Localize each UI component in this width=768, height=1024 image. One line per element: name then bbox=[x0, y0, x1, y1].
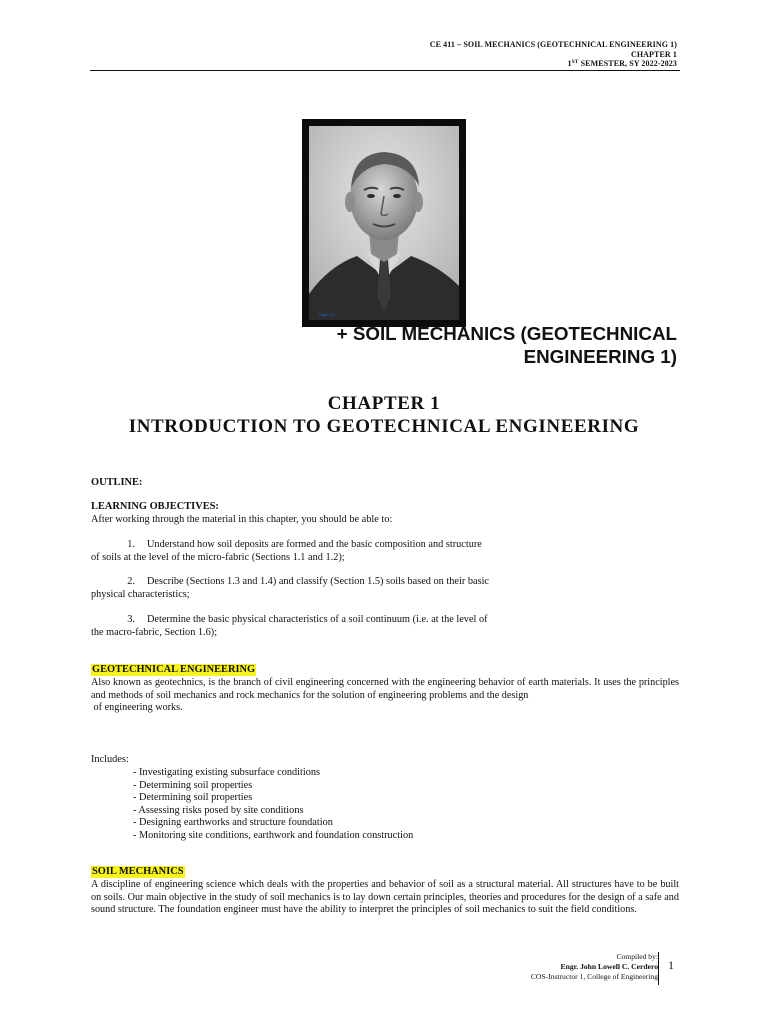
objectives-label: LEARNING OBJECTIVES: bbox=[91, 501, 219, 512]
course-title-line1: + SOIL MECHANICS (GEOTECHNICAL bbox=[336, 323, 677, 344]
soil-mechanics-paragraph: A discipline of engineering science which deals with the properties and behavior of soil as a structural material. All structures have to be built on soils. Our main objective in the study of soil mechanics is to lay down certain principles, theories and procedures for the design of a safe and sound structure. The foundation engineer must have the ability to interpret the principles of soil mechanics to suit the field conditions. bbox=[91, 879, 679, 916]
list-item: - Investigating existing subsurface conditions bbox=[133, 767, 321, 778]
header-rule bbox=[90, 70, 680, 71]
caption-label: Figure 1.1 bbox=[319, 313, 335, 317]
geotech-paragraph-text: Also known as geotechnics, is the branch of civil engineering concerned with the engineering behavior of earth materials. It uses the principles and methods of soil mechanics and rock mechanics for the solution of engineering problems and the design bbox=[91, 677, 679, 701]
objective-text: Determine the basic physical characteristics of a soil continuum (i.e. at the level of bbox=[147, 614, 488, 625]
list-item: - Monitoring site conditions, earthwork and foundation construction bbox=[133, 829, 414, 841]
objective-number: 1. bbox=[127, 539, 135, 550]
soil-mechanics-heading: SOIL MECHANICS bbox=[92, 866, 184, 877]
chapter-title: INTRODUCTION TO GEOTECHNICAL ENGINEERING bbox=[128, 416, 640, 437]
outline-label: OUTLINE: bbox=[91, 477, 143, 488]
footer-compiled-label: Compiled by: bbox=[616, 952, 658, 961]
portrait-image bbox=[309, 126, 459, 320]
figure-caption bbox=[319, 313, 411, 317]
list-item: - Determining soil properties bbox=[133, 779, 253, 791]
includes-list bbox=[91, 767, 413, 842]
header-semester bbox=[430, 59, 677, 69]
objective-number: 2. bbox=[127, 576, 135, 587]
geotech-paragraph bbox=[91, 677, 679, 715]
header-chapter: CHAPTER 1 bbox=[630, 49, 677, 59]
objective-text: Describe (Sections 1.3 and 1.4) and classify (Section 1.5) soils based on their basic bbox=[147, 576, 490, 587]
footer-author-position: COS-Instructor 1, College of Engineering bbox=[530, 972, 658, 981]
objective-item bbox=[91, 539, 571, 564]
objective-text: Understand how soil deposits are formed and the basic composition and structure bbox=[147, 539, 482, 550]
course-title bbox=[337, 322, 677, 368]
semester-number: 1 bbox=[567, 59, 572, 68]
objective-text-cont: the macro-fabric, Section 1.6); bbox=[91, 626, 218, 638]
includes-label: Includes: bbox=[91, 754, 129, 765]
objectives-intro: After working through the material in this chapter, you should be able to: bbox=[91, 514, 393, 525]
list-item: - Assessing risks posed by site conditions bbox=[133, 804, 304, 816]
objective-item bbox=[91, 576, 571, 601]
objective-item bbox=[91, 614, 571, 639]
objective-number: 3. bbox=[127, 614, 135, 625]
objective-text-cont: physical characteristics; bbox=[91, 588, 190, 600]
semester-superscript: ST bbox=[571, 59, 579, 65]
portrait-photo bbox=[302, 119, 466, 327]
chapter-number: CHAPTER 1 bbox=[327, 393, 441, 414]
caption-text: Karl Terzaghi (1883–1963) (SSPL via Getty Images) bbox=[334, 313, 412, 317]
list-item: - Designing earthworks and structure foundation bbox=[133, 817, 333, 828]
page-number: 1 bbox=[668, 958, 674, 972]
course-title-line2: ENGINEERING 1) bbox=[523, 346, 677, 367]
footer-author-name: Engr. John Lowell C. Cerdero bbox=[560, 962, 658, 971]
running-header bbox=[430, 40, 677, 69]
chapter-heading bbox=[60, 392, 708, 438]
list-item: - Determining soil properties bbox=[133, 792, 253, 803]
footer-credits bbox=[531, 952, 658, 982]
geotech-heading: GEOTECHNICAL ENGINEERING bbox=[92, 664, 256, 675]
objective-text-cont: of soils at the level of the micro-fabric (Sections 1.1 and 1.2); bbox=[91, 551, 345, 563]
footer-divider bbox=[658, 952, 659, 985]
header-course: CE 411 – SOIL MECHANICS (GEOTECHNICAL ENGINEERING 1) bbox=[429, 40, 677, 49]
geotech-paragraph-tail: of engineering works. bbox=[91, 702, 183, 714]
semester-text: SEMESTER, SY 2022-2023 bbox=[578, 59, 677, 68]
